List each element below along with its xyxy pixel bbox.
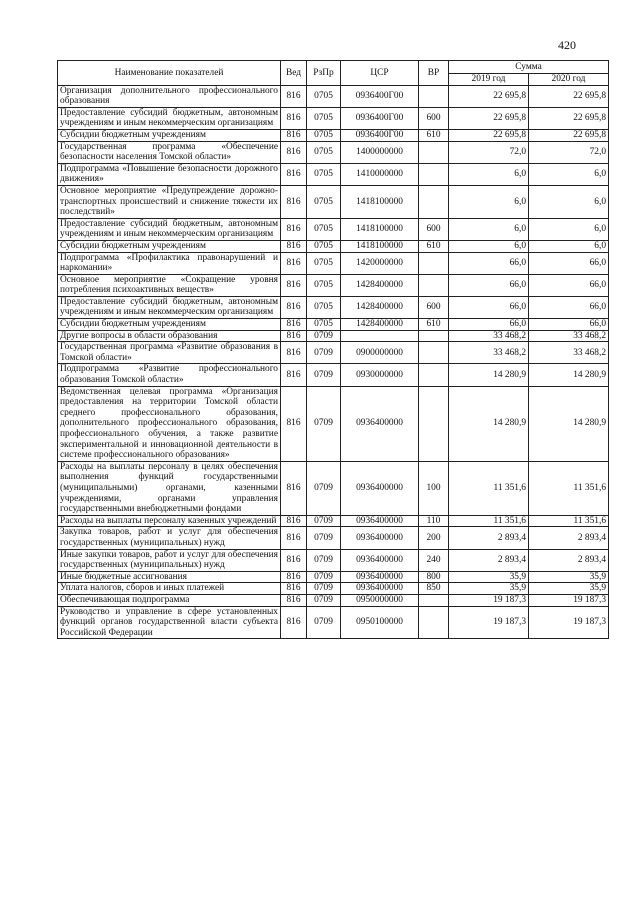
table-row: [58, 218, 609, 240]
row-vr: 610: [419, 319, 449, 331]
header-summa: Сумма: [449, 61, 609, 74]
row-name: Основное мероприятие «Предупреждение дорожно-транспортных происшествий и снижение тяжести их последствий»: [58, 185, 281, 218]
row-ved: 816: [281, 527, 307, 549]
row-name: Основное мероприятие «Сокращение уровня потребления психоактивных веществ»: [58, 274, 281, 296]
row-sum-2019: 11 351,6: [449, 515, 529, 527]
row-rzpr: 0705: [307, 252, 341, 274]
row-rzpr: 0709: [307, 583, 341, 595]
table-row: [58, 527, 609, 549]
row-sum-2020: 19 187,3: [529, 606, 609, 639]
row-vr: 200: [419, 527, 449, 549]
header-rzpr: РзПр: [307, 61, 341, 86]
row-name: Обеспечивающая подпрограмма: [58, 594, 281, 606]
header-vr: ВР: [419, 61, 449, 86]
row-name: Иные бюджетные ассигнования: [58, 571, 281, 583]
row-csr: 0950000000: [341, 594, 419, 606]
row-rzpr: 0709: [307, 330, 341, 342]
row-csr: 0936400Г00: [341, 129, 419, 141]
row-rzpr: 0709: [307, 549, 341, 571]
table-row: [58, 319, 609, 331]
table-row: [58, 107, 609, 129]
row-vr: [419, 85, 449, 107]
header-year-2019: 2019 год: [449, 74, 529, 86]
row-sum-2019: 66,0: [449, 252, 529, 274]
row-sum-2020: 66,0: [529, 296, 609, 318]
header-name: Наименование показателей: [58, 61, 281, 86]
table-row: [58, 185, 609, 218]
row-sum-2020: 33 468,2: [529, 330, 609, 342]
row-sum-2019: 66,0: [449, 274, 529, 296]
row-sum-2020: 33 468,2: [529, 342, 609, 364]
row-name: Подпрограмма «Профилактика правонарушений и наркомании»: [58, 252, 281, 274]
row-ved: 816: [281, 252, 307, 274]
row-rzpr: 0709: [307, 364, 341, 386]
row-sum-2020: 19 187,3: [529, 594, 609, 606]
row-sum-2019: 11 351,6: [449, 461, 529, 515]
table-body: [58, 85, 609, 639]
table-row: [58, 583, 609, 595]
row-csr: 1418100000: [341, 218, 419, 240]
table-row: [58, 296, 609, 318]
row-sum-2020: 6,0: [529, 218, 609, 240]
row-ved: 816: [281, 129, 307, 141]
row-name: Предоставление субсидий бюджетным, автономным учреждениям и иным некоммерческим организациям: [58, 218, 281, 240]
page-number: 420: [558, 38, 576, 52]
row-vr: 600: [419, 218, 449, 240]
budget-table: [57, 60, 609, 639]
row-rzpr: 0709: [307, 342, 341, 364]
row-sum-2019: 14 280,9: [449, 364, 529, 386]
table-row: [58, 461, 609, 515]
row-ved: 816: [281, 319, 307, 331]
row-sum-2020: 6,0: [529, 163, 609, 185]
row-vr: 600: [419, 107, 449, 129]
row-vr: [419, 594, 449, 606]
row-rzpr: 0705: [307, 85, 341, 107]
row-ved: 816: [281, 107, 307, 129]
row-vr: [419, 386, 449, 461]
row-sum-2019: 35,9: [449, 583, 529, 595]
row-vr: 800: [419, 571, 449, 583]
row-sum-2020: 22 695,8: [529, 85, 609, 107]
row-csr: [341, 330, 419, 342]
row-name: Субсидии бюджетным учреждениям: [58, 129, 281, 141]
row-csr: 1428400000: [341, 274, 419, 296]
row-sum-2020: 72,0: [529, 141, 609, 163]
row-ved: 816: [281, 606, 307, 639]
row-sum-2020: 6,0: [529, 185, 609, 218]
row-sum-2019: 66,0: [449, 319, 529, 331]
row-vr: [419, 252, 449, 274]
table-row: [58, 163, 609, 185]
row-sum-2019: 6,0: [449, 185, 529, 218]
row-sum-2019: 19 187,3: [449, 606, 529, 639]
row-vr: [419, 342, 449, 364]
row-sum-2020: 22 695,8: [529, 129, 609, 141]
row-name: Подпрограмма «Повышение безопасности дорожного движения»: [58, 163, 281, 185]
row-csr: 0930000000: [341, 364, 419, 386]
row-name: Субсидии бюджетным учреждениям: [58, 240, 281, 252]
table-row: [58, 342, 609, 364]
row-sum-2020: 35,9: [529, 583, 609, 595]
row-rzpr: 0709: [307, 606, 341, 639]
row-csr: 1428400000: [341, 319, 419, 331]
row-vr: [419, 330, 449, 342]
row-name: Подпрограмма «Развитие профессионального образования Томской области»: [58, 364, 281, 386]
row-vr: 110: [419, 515, 449, 527]
row-ved: 816: [281, 515, 307, 527]
row-sum-2020: 66,0: [529, 319, 609, 331]
table-header: [58, 61, 609, 86]
row-sum-2019: 72,0: [449, 141, 529, 163]
row-csr: 0936400Г00: [341, 85, 419, 107]
row-ved: 816: [281, 364, 307, 386]
row-rzpr: 0705: [307, 296, 341, 318]
row-csr: 1418100000: [341, 185, 419, 218]
row-rzpr: 0709: [307, 594, 341, 606]
table-row: [58, 141, 609, 163]
row-sum-2020: 11 351,6: [529, 515, 609, 527]
row-ved: 816: [281, 240, 307, 252]
row-csr: 0936400000: [341, 527, 419, 549]
table-row: [58, 594, 609, 606]
row-sum-2019: 6,0: [449, 240, 529, 252]
row-csr: 1428400000: [341, 296, 419, 318]
row-name: Ведомственная целевая программа «Организация предоставления на территории Томской области среднего профессионального образования, дополнительного профессионального образования, профессионального обучения, а также развитие экспериментальной и инновационной деятельности в системе профессионального образования»: [58, 386, 281, 461]
row-name: Руководство и управление в сфере установленных функций органов государственной власти субъекта Российской Федерации: [58, 606, 281, 639]
table-row: [58, 85, 609, 107]
row-sum-2019: 22 695,8: [449, 129, 529, 141]
row-vr: 600: [419, 296, 449, 318]
row-sum-2020: 66,0: [529, 252, 609, 274]
row-sum-2019: 2 893,4: [449, 527, 529, 549]
row-sum-2020: 35,9: [529, 571, 609, 583]
row-rzpr: 0709: [307, 386, 341, 461]
row-ved: 816: [281, 549, 307, 571]
row-ved: 816: [281, 185, 307, 218]
table-row: [58, 571, 609, 583]
row-vr: 610: [419, 240, 449, 252]
row-ved: 816: [281, 85, 307, 107]
row-ved: 816: [281, 594, 307, 606]
row-csr: 0936400Г00: [341, 107, 419, 129]
row-sum-2019: 22 695,8: [449, 85, 529, 107]
row-ved: 816: [281, 571, 307, 583]
row-name: Государственная программа «Развитие образования в Томской области»: [58, 342, 281, 364]
row-sum-2019: 35,9: [449, 571, 529, 583]
row-vr: 100: [419, 461, 449, 515]
row-csr: 0936400000: [341, 583, 419, 595]
row-rzpr: 0705: [307, 129, 341, 141]
row-sum-2020: 2 893,4: [529, 527, 609, 549]
table-row: [58, 364, 609, 386]
table-row: [58, 606, 609, 639]
row-sum-2020: 14 280,9: [529, 386, 609, 461]
row-vr: [419, 163, 449, 185]
row-ved: 816: [281, 141, 307, 163]
row-rzpr: 0705: [307, 274, 341, 296]
row-name: Субсидии бюджетным учреждениям: [58, 319, 281, 331]
row-ved: 816: [281, 296, 307, 318]
row-csr: 0936400000: [341, 549, 419, 571]
row-csr: 0936400000: [341, 515, 419, 527]
row-ved: 816: [281, 386, 307, 461]
row-sum-2020: 66,0: [529, 274, 609, 296]
table-row: [58, 240, 609, 252]
row-rzpr: 0705: [307, 163, 341, 185]
row-rzpr: 0705: [307, 218, 341, 240]
header-year-2020: 2020 год: [529, 74, 609, 86]
row-rzpr: 0709: [307, 571, 341, 583]
row-sum-2019: 33 468,2: [449, 342, 529, 364]
row-name: Предоставление субсидий бюджетным, автономным учреждениям и иным некоммерческим организациям: [58, 296, 281, 318]
row-sum-2020: 2 893,4: [529, 549, 609, 571]
table-row: [58, 549, 609, 571]
row-csr: 0936400000: [341, 386, 419, 461]
row-rzpr: 0705: [307, 141, 341, 163]
header-ved: Вед: [281, 61, 307, 86]
row-sum-2019: 14 280,9: [449, 386, 529, 461]
table-row: [58, 330, 609, 342]
row-csr: 0936400000: [341, 571, 419, 583]
row-rzpr: 0709: [307, 461, 341, 515]
row-ved: 816: [281, 461, 307, 515]
row-csr: 0950100000: [341, 606, 419, 639]
row-vr: 610: [419, 129, 449, 141]
row-sum-2020: 11 351,6: [529, 461, 609, 515]
row-name: Другие вопросы в области образования: [58, 330, 281, 342]
header-csr: ЦСР: [341, 61, 419, 86]
row-name: Организация дополнительного профессионального образования: [58, 85, 281, 107]
row-vr: [419, 364, 449, 386]
row-name: Закупка товаров, работ и услуг для обеспечения государственных (муниципальных) нужд: [58, 527, 281, 549]
row-ved: 816: [281, 274, 307, 296]
row-name: Предоставление субсидий бюджетным, автономным учреждениям и иным некоммерческим организациям: [58, 107, 281, 129]
row-csr: 1400000000: [341, 141, 419, 163]
row-csr: 0900000000: [341, 342, 419, 364]
row-csr: 0936400000: [341, 461, 419, 515]
row-name: Уплата налогов, сборов и иных платежей: [58, 583, 281, 595]
row-sum-2019: 6,0: [449, 218, 529, 240]
row-vr: [419, 606, 449, 639]
row-name: Иные закупки товаров, работ и услуг для обеспечения государственных (муниципальных) нужд: [58, 549, 281, 571]
row-csr: 1420000000: [341, 252, 419, 274]
row-sum-2020: 14 280,9: [529, 364, 609, 386]
row-sum-2020: 6,0: [529, 240, 609, 252]
row-ved: 816: [281, 342, 307, 364]
row-rzpr: 0709: [307, 515, 341, 527]
row-vr: [419, 141, 449, 163]
row-sum-2019: 6,0: [449, 163, 529, 185]
row-name: Расходы на выплаты персоналу в целях обеспечения выполнения функций государственными (муниципальными) органами, казенными учреждениями, органами управления государственными внебюджетными фондами: [58, 461, 281, 515]
row-rzpr: 0705: [307, 319, 341, 331]
row-sum-2020: 22 695,8: [529, 107, 609, 129]
table-row: [58, 274, 609, 296]
row-name: Государственная программа «Обеспечение безопасности населения Томской области»: [58, 141, 281, 163]
row-sum-2019: 33 468,2: [449, 330, 529, 342]
table-row: [58, 252, 609, 274]
row-csr: 1418100000: [341, 240, 419, 252]
row-ved: 816: [281, 163, 307, 185]
row-vr: [419, 274, 449, 296]
row-rzpr: 0705: [307, 185, 341, 218]
row-vr: 240: [419, 549, 449, 571]
row-ved: 816: [281, 583, 307, 595]
row-name: Расходы на выплаты персоналу казенных учреждений: [58, 515, 281, 527]
row-vr: 850: [419, 583, 449, 595]
row-sum-2019: 66,0: [449, 296, 529, 318]
row-vr: [419, 185, 449, 218]
row-rzpr: 0705: [307, 107, 341, 129]
row-rzpr: 0709: [307, 527, 341, 549]
table-row: [58, 129, 609, 141]
row-ved: 816: [281, 330, 307, 342]
row-rzpr: 0705: [307, 240, 341, 252]
row-csr: 1410000000: [341, 163, 419, 185]
table-row: [58, 386, 609, 461]
row-sum-2019: 2 893,4: [449, 549, 529, 571]
row-ved: 816: [281, 218, 307, 240]
row-sum-2019: 22 695,8: [449, 107, 529, 129]
table-row: [58, 515, 609, 527]
row-sum-2019: 19 187,3: [449, 594, 529, 606]
